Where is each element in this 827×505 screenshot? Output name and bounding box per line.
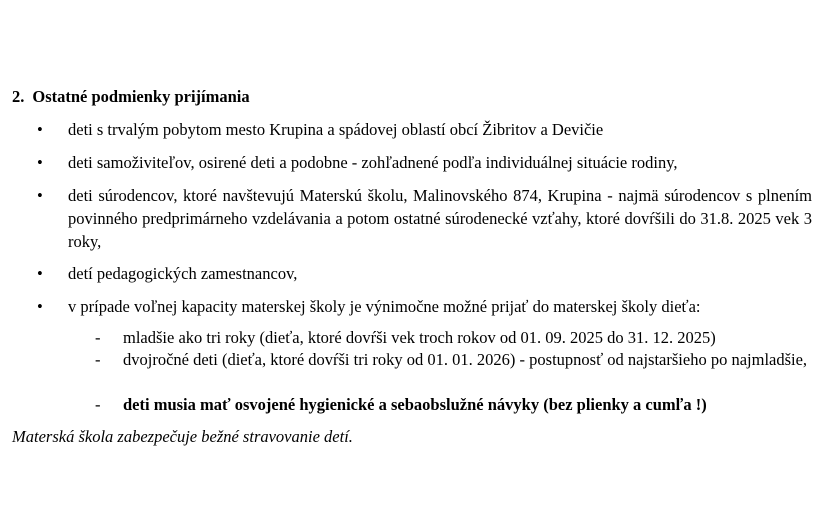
list-item bbox=[37, 118, 812, 141]
sub-list-item bbox=[95, 393, 812, 416]
list-item bbox=[37, 151, 812, 174]
dash-marker: - bbox=[95, 328, 101, 347]
sub-list-item-text: dvojročné deti (dieťa, ktoré dovŕši tri roky od 01. 01. 2026) - postupnosť od najstaršieho po najmladšie, bbox=[123, 350, 808, 369]
sub-list-item-text: mladšie ako tri roky (dieťa, ktoré dovŕši vek troch rokov od 01. 09. 2025 do 31. 12. 2025) bbox=[123, 328, 716, 347]
bullet-marker: • bbox=[37, 120, 43, 139]
list-item bbox=[37, 184, 812, 253]
list-item bbox=[37, 262, 812, 285]
sub-list-item-text: deti musia mať osvojené hygienické a sebaobslužné návyky (bez plienky a cumľa !) bbox=[123, 395, 707, 414]
section-number: 2. bbox=[12, 87, 25, 106]
list-item bbox=[37, 295, 812, 318]
dash-marker: - bbox=[95, 395, 101, 414]
section-title: Ostatné podmienky prijímania bbox=[32, 87, 250, 106]
bullet-marker: • bbox=[37, 264, 43, 283]
bullet-marker: • bbox=[37, 186, 43, 205]
sub-list-item bbox=[95, 348, 812, 371]
catering-note: Materská škola zabezpečuje bežné stravovanie detí. bbox=[12, 427, 353, 446]
dash-marker: - bbox=[95, 350, 101, 369]
section-heading bbox=[12, 85, 250, 108]
list-item-text: detí pedagogických zamestnancov, bbox=[68, 264, 298, 283]
bullet-marker: • bbox=[37, 153, 43, 172]
list-item-text: deti súrodencov, ktoré navštevujú Materskú školu, Malinovského 874, Krupina - najmä súrodencov s plnením povinného predprimárneho vzdelávania a potom ostatné súrodenecké vzťahy, ktoré dovŕšili do 31.8. 2025 vek 3 roky, bbox=[68, 186, 812, 251]
list-item-text: deti samoživiteľov, osirené deti a podobne - zohľadnené podľa individuálnej situácie rodiny, bbox=[68, 153, 678, 172]
list-item-text: deti s trvalým pobytom mesto Krupina a spádovej oblastí obcí Žibritov a Devičie bbox=[68, 120, 604, 139]
sub-list-item bbox=[95, 326, 812, 349]
bullet-marker: • bbox=[37, 297, 43, 316]
list-item-text: v prípade voľnej kapacity materskej školy je výnimočne možné prijať do materskej školy dieťa: bbox=[68, 297, 701, 316]
